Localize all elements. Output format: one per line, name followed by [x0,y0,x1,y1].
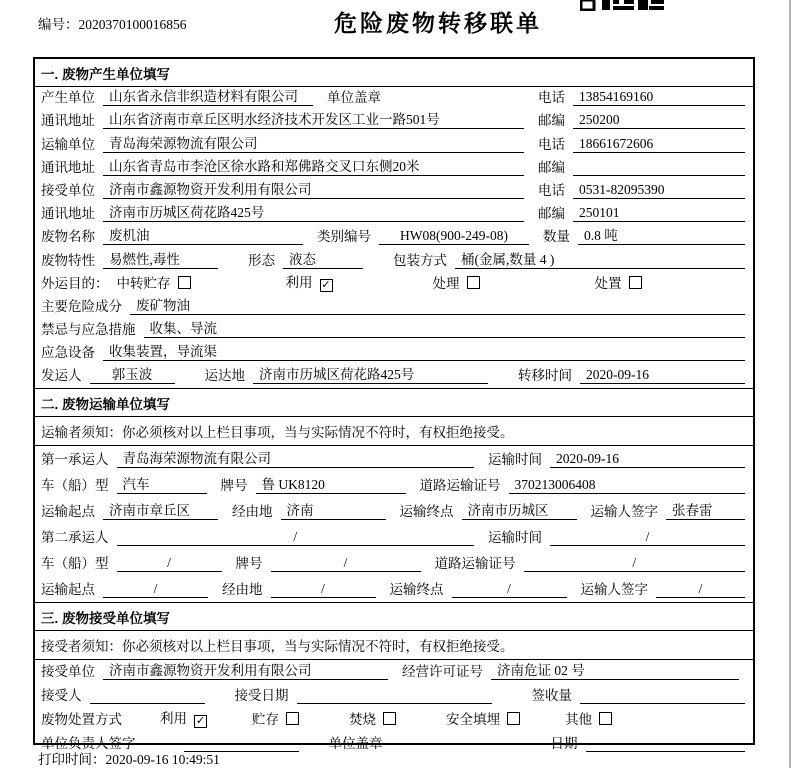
checkbox-icon [178,276,191,289]
checkbox-icon: ✓ [321,277,331,291]
checkbox-icon [629,276,642,289]
field-label: 形态 [248,252,275,268]
first-carrier-time-value: 2020-09-16 [550,451,745,468]
road-permit-value: 370213006408 [509,477,746,494]
route-via-value: 济南 [281,499,386,520]
field-label: 主要危险成分 [41,298,122,314]
field-label: 运输人签字 [580,582,648,598]
receiver-notice: 接受者须知：你必须核对以上栏目事项，当与实际情况不符时，有权拒绝接受。 [35,631,753,660]
purpose-option-dispose [595,272,642,292]
field-label: 邮编 [538,206,565,222]
sign-date-value [586,751,746,752]
field-label: 接受单位 [41,664,95,680]
accept-date-value [297,703,492,704]
waste-packaging-value: 桶(金属,数量 4 ) [455,248,745,269]
destination-value: 济南市历城区荷花路425号 [253,363,488,384]
checkbox-label: 利用 [160,711,187,727]
row-disposal-method [35,708,753,732]
field-label: 签收量 [531,688,572,704]
document-header [0,0,796,57]
print-time-label: 打印时间： [38,752,106,767]
transporter-notice: 运输者须知：你必须核对以上栏目事项，当与实际情况不符时，有权拒绝接受。 [35,417,753,446]
road-permit-value: / [524,555,746,572]
carrier-signature-value: / [656,581,745,598]
disposal-option-store [252,708,299,728]
section-producer-title: 一. 废物产生单位填写 [35,59,753,87]
transporter-name-value: 青岛海荣源物流有限公司 [103,132,524,153]
first-carrier-value: 青岛海荣源物流有限公司 [117,447,475,468]
checkbox-label: 处置 [594,275,622,291]
received-quantity-value [580,703,745,704]
field-label: 第二承运人 [41,530,109,546]
acceptor-name-value [90,703,205,704]
disposal-option-incinerate [349,708,396,728]
route-start-value: 济南市章丘区 [103,499,218,520]
producer-zip-value: 250200 [573,112,745,129]
plate-number-value: 鲁 UK8120 [256,473,406,494]
field-label: 接受单位 [41,182,95,198]
field-label: 单位负责人签字 [41,736,136,752]
section-transporter [35,388,753,602]
plate-number-value: / [271,555,421,572]
row-receiver [35,180,753,203]
accepting-unit-value: 济南市鑫源物资开发利用有限公司 [103,659,388,680]
transfer-time-value: 2020-09-16 [580,367,745,384]
dispatcher-name-value: 郭玉波 [90,363,175,384]
field-label: 通讯地址 [41,159,95,175]
checkbox-icon [599,712,612,725]
field-label: 电话 [538,182,565,198]
carrier-signature-value: 张春雷 [666,499,745,520]
field-label: 运输起点 [41,582,95,598]
row-acceptor [35,684,753,708]
checkbox-label: 中转贮存 [116,275,171,291]
waste-form-value: 液态 [283,248,363,269]
document-number-value: 2020370100016856 [78,17,187,32]
field-label: 车（船）型 [41,478,109,494]
field-label: 运输人签字 [590,504,658,520]
field-label: 经由地 [232,504,273,520]
route-end-value: 济南市历城区 [462,499,577,520]
waste-quantity-value: 0.8 吨 [578,224,745,245]
field-label: 接受日期 [234,688,289,704]
row-second-route [35,576,753,602]
field-label: 经营许可证号 [402,664,483,680]
receiver-name-value: 济南市鑫源物资开发利用有限公司 [103,178,524,199]
field-label: 转移时间 [518,368,572,384]
waste-traits-value: 易燃性,毒性 [103,248,218,269]
row-receiver-address [35,203,753,226]
producer-address-value: 山东省济南市章丘区明水经济技术开发区工业一路501号 [103,108,524,129]
row-transporter [35,133,753,156]
vehicle-type-value: / [117,555,222,572]
row-emergency-equipment [35,342,753,365]
route-end-value: / [452,581,567,598]
field-label: 道路运输证号 [419,478,501,494]
field-label: 类别编号 [317,229,371,245]
field-label: 通讯地址 [41,113,95,129]
row-accepting-unit [35,660,753,684]
transporter-address-value: 山东省青岛市李沧区徐水路和郑佛路交叉口东侧20米 [103,155,524,176]
field-label: 运输时间 [488,452,542,468]
disposal-option-landfill [446,708,520,728]
page-edge-divider [789,0,791,768]
field-label: 产生单位 [41,90,95,106]
disposal-option-utilize [160,707,207,728]
field-label: 接受人 [41,688,82,704]
field-label: 车（船）型 [41,556,109,572]
unit-seal-label: 单位盖章 [327,90,381,106]
field-label: 电话 [538,90,565,106]
purpose-option-utilize [286,271,333,292]
taboo-measures-value: 收集、导流 [144,317,746,338]
field-label: 日期 [550,736,578,752]
field-label: 经由地 [222,582,263,598]
checkbox-icon: ✓ [195,714,206,728]
checkbox-icon [507,712,520,725]
receiver-phone-value: 0531-82095390 [573,182,745,199]
second-carrier-time-value: / [550,529,745,546]
field-label: 通讯地址 [41,206,95,222]
checkbox-label: 其他 [565,712,592,728]
field-label: 废物处置方式 [41,712,122,728]
checkbox-label: 处理 [432,275,460,291]
unit-seal-label: 单位盖章 [328,736,383,752]
field-label: 邮编 [538,113,565,129]
row-hazard-components [35,296,753,319]
purpose-option-treat [433,272,480,292]
row-second-carrier [35,524,753,550]
manifest-table [33,57,755,752]
row-waste-name [35,226,753,249]
producer-name-value: 山东省永信非织造材料有限公司 [103,85,313,106]
purpose-option-storage [117,272,191,292]
section-producer [35,59,753,388]
receiver-zip-value: 250101 [573,205,745,222]
checkbox-icon [383,712,396,725]
field-label: 数量 [543,229,570,245]
row-taboo-measures [35,319,753,342]
emergency-equipment-value: 收集装置，导流渠 [103,340,745,361]
checkbox-label: 贮存 [252,712,279,728]
field-label: 废物特性 [41,252,95,268]
checkbox-icon [467,276,480,289]
route-start-value: / [103,581,208,598]
section-receiver-title: 三. 废物接受单位填写 [35,602,753,631]
field-label: 牌号 [235,556,263,572]
section-transporter-title: 二. 废物运输单位填写 [35,388,753,417]
row-waste-traits [35,249,753,272]
section-receiver [35,602,753,756]
row-transporter-address [35,157,753,180]
row-first-route [35,498,753,524]
field-label: 运输终点 [399,504,454,520]
field-label: 运输时间 [488,530,542,546]
checkbox-icon [286,712,299,725]
waste-name-value: 废机油 [103,224,303,245]
second-carrier-value: / [117,529,475,546]
field-label: 运输单位 [41,136,95,152]
checkbox-label: 利用 [285,274,313,290]
row-first-vehicle [35,472,753,498]
field-label: 道路运输证号 [434,556,516,572]
row-producer-address [35,110,753,133]
row-second-vehicle [35,550,753,576]
checkbox-label: 焚烧 [349,712,376,728]
hazard-components-value: 废矿物油 [130,294,745,315]
disposal-option-other [565,708,612,728]
waste-code-value: HW08(900-249-08) [379,228,529,245]
field-label: 运输终点 [389,582,444,598]
route-via-value: / [271,581,376,598]
field-label: 牌号 [220,478,248,494]
field-label: 外运目的： [41,275,109,291]
checkbox-label: 安全填埋 [446,712,500,728]
row-dispatch [35,365,753,388]
row-transfer-purpose [35,273,753,296]
print-time [38,748,220,768]
qr-code-icon [580,0,666,11]
field-label: 发运人 [41,368,82,384]
field-label: 第一承运人 [41,452,109,468]
field-label: 禁忌与应急措施 [41,322,136,338]
row-first-carrier [35,446,753,472]
print-time-value: 2020-09-16 10:49:51 [105,752,220,767]
document-number-label: 编号： [38,17,79,32]
license-number-value: 济南危证 02 号 [491,659,739,680]
field-label: 邮编 [538,159,565,175]
field-label: 运达地 [204,368,245,384]
field-label: 废物名称 [41,229,95,245]
producer-phone-value: 13854169160 [573,89,745,106]
page-title: 危险废物转移联单 [334,10,542,36]
field-label: 应急设备 [41,345,95,361]
field-label: 运输起点 [41,504,95,520]
field-label: 包装方式 [393,252,447,268]
receiver-address-value: 济南市历城区荷花路425号 [103,201,524,222]
row-producer [35,87,753,110]
transporter-phone-value: 18661672606 [573,136,745,153]
vehicle-type-value: 汽车 [117,473,207,494]
transporter-zip-value [573,175,745,176]
field-label: 电话 [538,136,565,152]
